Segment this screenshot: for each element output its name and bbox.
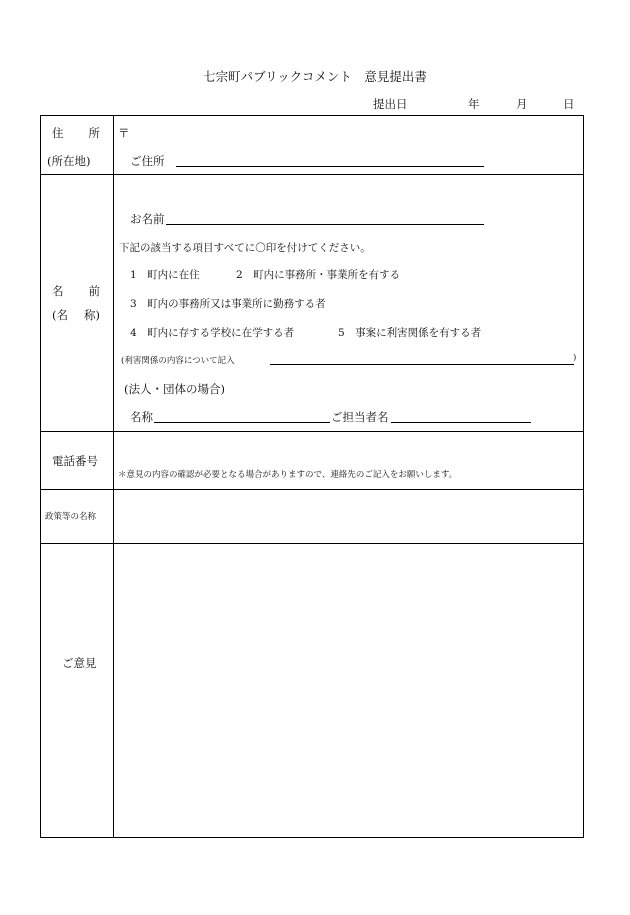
- row-divider: [41, 543, 583, 544]
- contact-input-line[interactable]: [391, 422, 531, 423]
- corp-name-label: 名称: [130, 410, 153, 424]
- submit-year-label: 年: [468, 97, 480, 111]
- interest-input-line[interactable]: [270, 364, 574, 365]
- instruction-text: 下記の該当する項目すべてに〇印を付けてください。: [119, 242, 371, 254]
- address-field-label: ご住所: [130, 154, 165, 168]
- address-input-line[interactable]: [176, 166, 484, 167]
- opinion-input-area[interactable]: [113, 545, 583, 835]
- name-field-label: お名前: [130, 212, 165, 226]
- submit-date-label: 提出日: [373, 97, 408, 111]
- option-3[interactable]: 3 町内の事務所又は事業所に勤務する者: [130, 298, 326, 310]
- corp-name-input-line[interactable]: [154, 422, 330, 423]
- option-1[interactable]: 1 町内に在住: [130, 269, 200, 281]
- interest-note-close: ): [573, 353, 577, 363]
- name-sublabel: (名 称): [52, 308, 100, 322]
- name-label: 名 前: [52, 284, 100, 298]
- submit-month-label: 月: [516, 97, 528, 111]
- address-label: 住 所: [52, 126, 100, 140]
- interest-note-label: (利害関係の内容について記入: [121, 356, 235, 366]
- address-sublabel: (所在地): [47, 154, 91, 168]
- corp-heading: (法人・団体の場合): [124, 382, 225, 396]
- contact-label: ご担当者名: [331, 410, 389, 424]
- phone-label: 電話番号: [52, 454, 98, 468]
- opinion-label: ご意見: [62, 656, 97, 670]
- name-input-line[interactable]: [166, 224, 484, 225]
- policy-input-area[interactable]: [113, 490, 583, 542]
- phone-note: ＊意見の内容の確認が必要となる場合がありますので、連絡先のご記入をお願いします。: [118, 470, 458, 480]
- option-4[interactable]: 4 町内に存する学校に在学する者: [130, 327, 295, 339]
- submit-day-label: 日: [563, 97, 575, 111]
- form-title: 七宗町パブリックコメント 意見提出書: [203, 69, 427, 84]
- row-divider: [41, 174, 583, 175]
- phone-input-area[interactable]: [113, 438, 583, 464]
- postal-mark[interactable]: 〒: [118, 126, 130, 140]
- option-5[interactable]: 5 事案に利害関係を有する者: [338, 327, 482, 339]
- row-divider: [41, 431, 583, 432]
- policy-label: 政策等の名称: [45, 512, 97, 522]
- option-2[interactable]: 2 町内に事務所・事業所を有する: [236, 269, 401, 281]
